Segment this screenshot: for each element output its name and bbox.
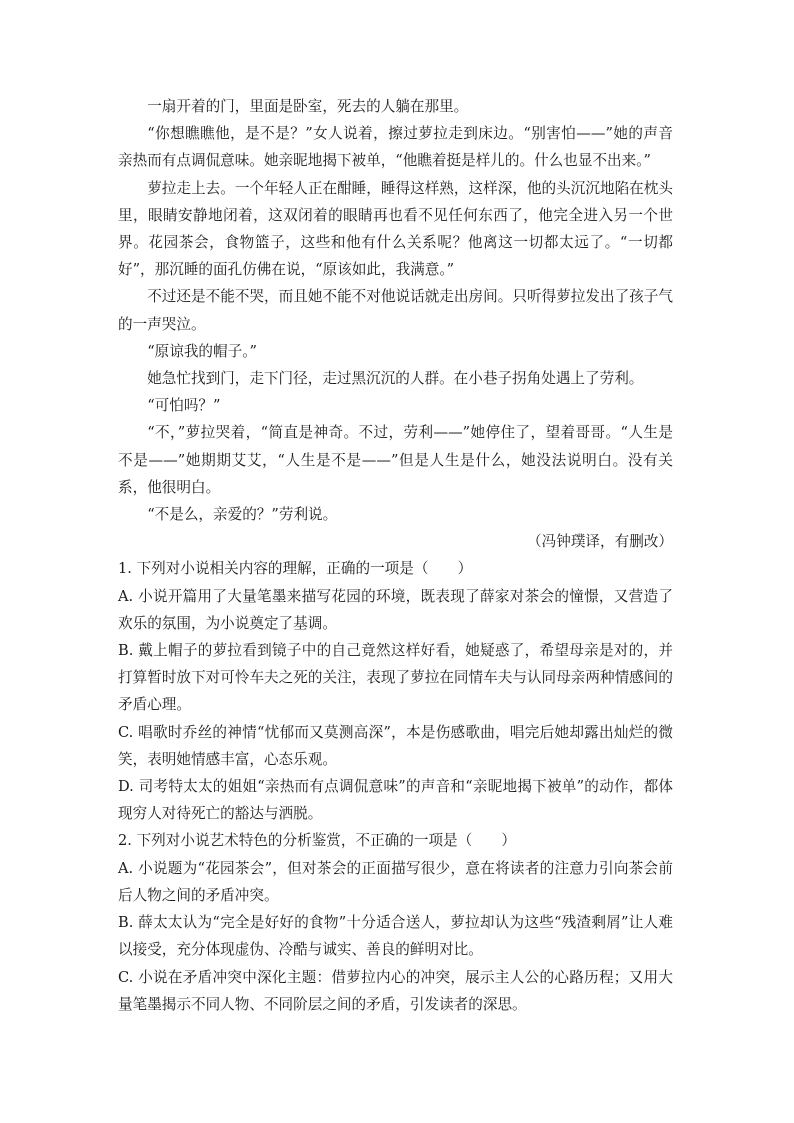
question-stem: 2. 下列对小说艺术特色的分析鉴赏，不正确的一项是（ ）	[118, 832, 517, 850]
answer-option: B. 薛太太认为“完全是好好的食物”十分适合送人，萝拉却认为这些“残渣剩屑”让人难以接受，充分体现虚伪、冷酷与诚实、善良的鲜明对比。	[118, 914, 673, 959]
passage-paragraph: “原谅我的帽子。”	[147, 342, 257, 360]
passage-paragraph: 不过还是不能不哭，而且她不能不对他说话就走出房间。只听得萝拉发出了孩子气的一声哭泣。	[118, 288, 673, 333]
passage-paragraph: 她急忙找到门，走下门径，走过黑沉沉的人群。在小巷子拐角处遇上了劳利。	[147, 370, 644, 388]
answer-option: A. 小说开篇用了大量笔墨来描写花园的环境，既表现了薛家对茶会的憧憬，又营造了欢乐的氛围，为小说奠定了基调。	[118, 587, 673, 632]
answer-option: C. 小说在矛盾冲突中深化主题：借萝拉内心的冲突，展示主人公的心路历程；又用大量笔墨揭示不同人物、不同阶层之间的矛盾，引发读者的深思。	[118, 968, 673, 1013]
question-stem: 1. 下列对小说相关内容的理解，正确的一项是（ ）	[118, 560, 473, 578]
answer-option: A. 小说题为“花园茶会”，但对茶会的正面描写很少，意在将读者的注意力引向茶会前后人物之间的矛盾冲突。	[118, 859, 673, 904]
passage-paragraph: “你想瞧瞧他，是不是？”女人说着，擦过萝拉走到床边。“别害怕——”她的声音亲热而有点调侃意味。她亲昵地揭下被单，“他瞧着挺是样儿的。什么也显不出来。”	[118, 125, 673, 170]
passage-paragraph: “不是么，亲爱的？”劳利说。	[147, 506, 338, 524]
answer-option: C. 唱歌时乔丝的神情“忧郁而又莫测高深”，本是伤感歌曲，唱完后她却露出灿烂的微笑，表明她情感丰富，心态乐观。	[118, 723, 673, 768]
translator-attribution: （冯钟璞译，有删改）	[527, 533, 673, 551]
passage-paragraph: “不，”萝拉哭着，“简直是神奇。不过，劳利——”她停住了，望着哥哥。“人生是不是——”她期期艾艾，“人生是不是——”但是人生是什么，她没法说明白。没有关系，他很明白。	[118, 424, 673, 496]
passage-paragraph: 一扇开着的门，里面是卧室，死去的人躺在那里。	[147, 98, 469, 115]
passage-paragraph: “可怕吗？”	[147, 397, 221, 415]
answer-option: B. 戴上帽子的萝拉看到镜子中的自己竟然这样好看，她疑惑了，希望母亲是对的，并打算暂时放下对可怜车夫之死的关注，表现了萝拉在同情车夫与认同母亲两种情感间的矛盾心理。	[118, 642, 673, 714]
passage-paragraph: 萝拉走上去。一个年轻人正在酣睡，睡得这样熟，这样深，他的头沉沉地陷在枕头里，眼睛安静地闭着，这双闭着的眼睛再也看不见任何东西了，他完全进入另一个世界。花园茶会，食物篮子，这些和他有什么关系呢？他离这一切都太远了。“一切都好”，那沉睡的面孔仿佛在说，“原该如此，我满意。”	[118, 179, 673, 279]
document-body	[118, 93, 673, 1018]
answer-option: D. 司考特太太的姐姐“亲热而有点调侃意味”的声音和“亲昵地揭下被单”的动作，都体现穷人对待死亡的豁达与洒脱。	[118, 778, 673, 823]
